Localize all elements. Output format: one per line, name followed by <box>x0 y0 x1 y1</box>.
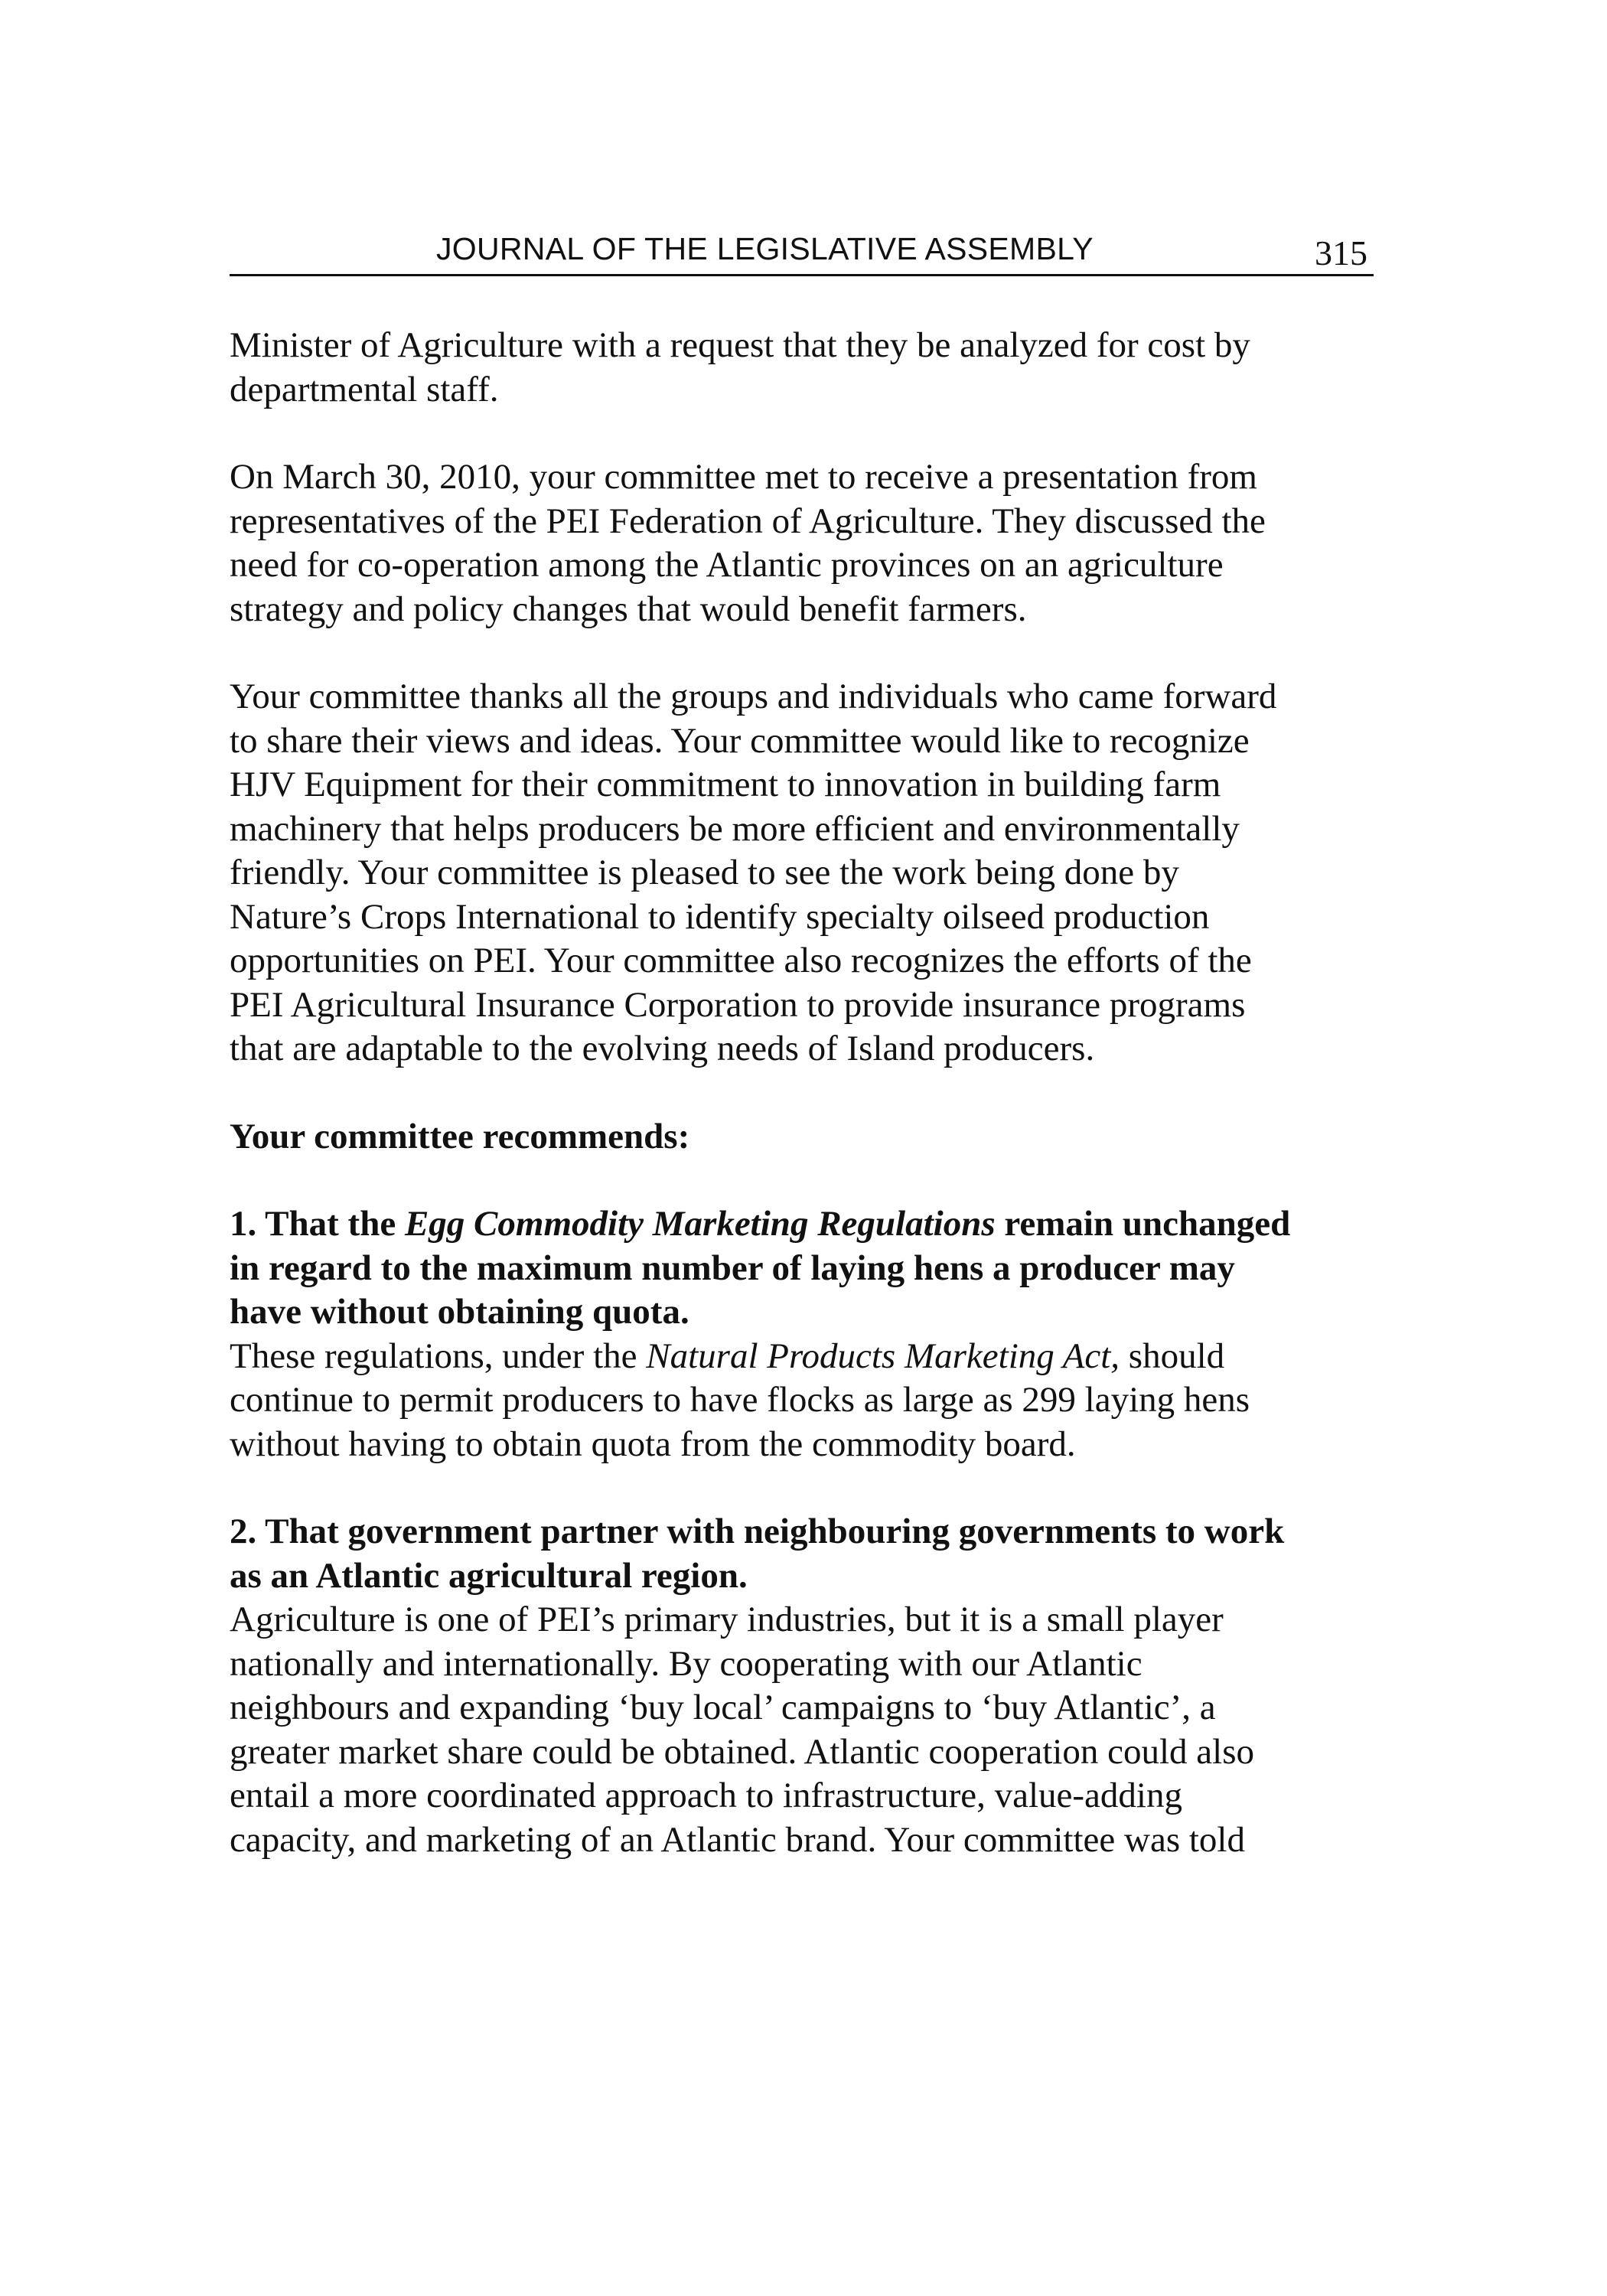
text-line: greater market share could be obtained. Atlantic cooperation could also <box>230 1731 1254 1772</box>
body-suffix: should <box>1120 1336 1225 1376</box>
text-line: Agriculture is one of PEI’s primary industries, but it is a small player <box>230 1600 1224 1639</box>
text-line: Minister of Agriculture with a request that they be analyzed for cost by <box>230 325 1250 365</box>
text-line: PEI Agricultural Insurance Corporation to provide insurance programs <box>230 984 1246 1025</box>
journal-title: JOURNAL OF THE LEGISLATIVE ASSEMBLY <box>436 231 1094 266</box>
text-line: nationally and internationally. By cooperating with our Atlantic <box>230 1643 1143 1684</box>
text-line: capacity, and marketing of an Atlantic brand. Your committee was told <box>230 1819 1245 1860</box>
text-line: representatives of the PEI Federation of Agriculture. They discussed the <box>230 501 1266 541</box>
text-line <box>230 1202 1374 1247</box>
text-line: in regard to the maximum number of laying hens a producer may <box>230 1247 1235 1288</box>
text-line: without having to obtain quota from the commodity board. <box>230 1424 1076 1464</box>
journal-page <box>230 230 1374 1906</box>
recommendation-title <box>230 1202 1374 1335</box>
page-body <box>230 324 1374 1862</box>
text-line: Nature’s Crops International to identify specialty oilseed production <box>230 896 1210 937</box>
page-header <box>230 230 1374 276</box>
paragraph <box>230 324 1374 412</box>
text-line: to share their views and ideas. Your committee would like to recognize <box>230 720 1250 761</box>
recommends-heading: Your committee recommends: <box>230 1116 690 1156</box>
text-line: have without obtaining quota. <box>230 1292 689 1332</box>
text-line: strategy and policy changes that would benefit farmers. <box>230 589 1027 629</box>
text-line: friendly. Your committee is pleased to see the work being done by <box>230 853 1179 892</box>
text-line: machinery that helps producers be more efficient and environmentally <box>230 808 1240 849</box>
paragraph <box>230 455 1374 631</box>
text-line: On March 30, 2010, your committee met to receive a presentation from <box>230 457 1257 497</box>
paragraph <box>230 675 1374 1071</box>
recommendation-2 <box>230 1510 1374 1862</box>
recommendation-1 <box>230 1202 1374 1466</box>
page-number: 315 <box>1315 233 1367 272</box>
text-line: HJV Equipment for their commitment to innovation in building farm <box>230 765 1221 804</box>
text-line: Your committee thanks all the groups and individuals who came forward <box>230 677 1277 716</box>
recommendation-title <box>230 1510 1374 1598</box>
text-line: need for co-operation among the Atlantic provinces on an agriculture <box>230 545 1224 585</box>
text-line: departmental staff. <box>230 369 499 409</box>
body-prefix: These regulations, under the <box>230 1336 647 1376</box>
text-line <box>230 1335 1374 1379</box>
text-line: neighbours and expanding ‘buy local’ campaigns to ‘buy Atlantic’, a <box>230 1688 1216 1727</box>
text-line: entail a more coordinated approach to infrastructure, value-adding <box>230 1776 1182 1815</box>
title-prefix: 1. That the <box>230 1204 405 1244</box>
text-line: that are adaptable to the evolving needs of Island producers. <box>230 1029 1095 1068</box>
title-suffix: remain unchanged <box>995 1204 1291 1244</box>
text-line: as an Atlantic agricultural region. <box>230 1555 748 1596</box>
act-name: Natural Products Marketing Act, <box>646 1336 1120 1376</box>
text-line: opportunities on PEI. Your committee also recognizes the efforts of the <box>230 941 1252 980</box>
text-line: continue to permit producers to have flocks as large as 299 laying hens <box>230 1380 1250 1420</box>
regulation-name: Egg Commodity Marketing Regulations <box>404 1204 996 1244</box>
text-line: 2. That government partner with neighbouring governments to work <box>230 1512 1285 1551</box>
